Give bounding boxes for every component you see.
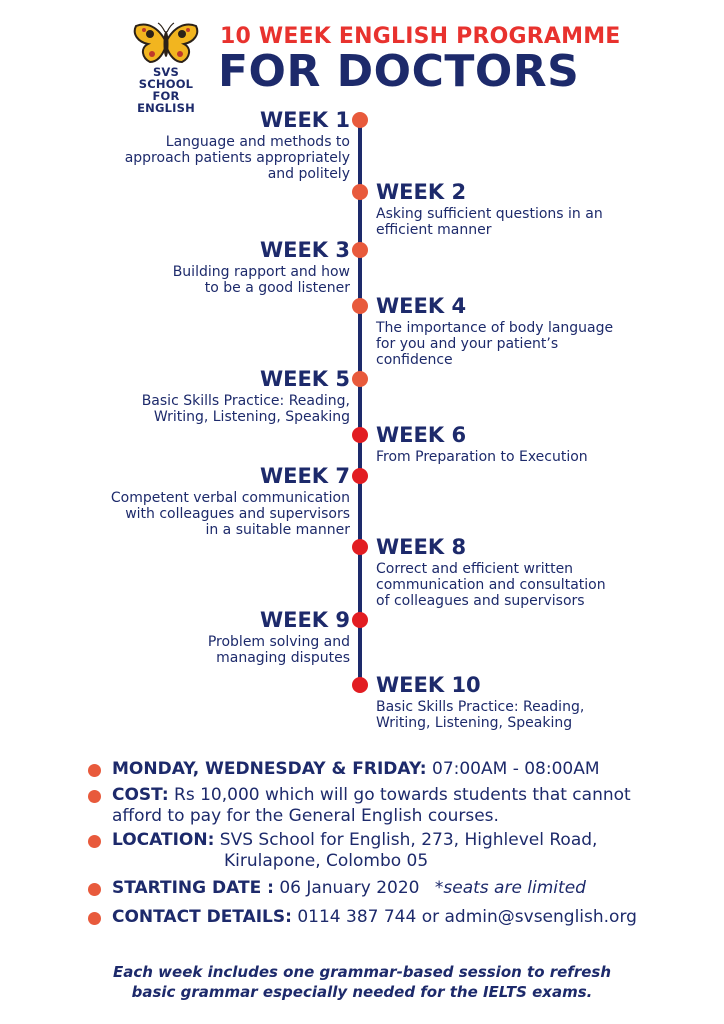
- week-7-dot: [352, 468, 368, 484]
- week-title: WEEK 2: [376, 180, 467, 204]
- seats-note: *seats are limited: [434, 878, 586, 898]
- week-6: [376, 423, 588, 465]
- grammar-note: [0, 962, 724, 1002]
- week-10: [376, 673, 584, 731]
- cost-info: [88, 785, 698, 827]
- start-date-value: 06 January 2020: [279, 878, 420, 898]
- week-title: WEEK 6: [376, 423, 467, 447]
- week-desc-line: Basic Skills Practice: Reading,: [376, 699, 585, 715]
- week-title: WEEK 1: [259, 108, 350, 132]
- week-desc-line: to be a good listener: [204, 280, 350, 296]
- week-3: [173, 238, 350, 296]
- week-description: [376, 561, 606, 609]
- week-desc-line: communication and consultation: [376, 577, 606, 593]
- bullet-icon: [88, 764, 101, 777]
- schedule-value: 07:00AM - 08:00AM: [432, 759, 600, 779]
- week-title: WEEK 8: [376, 535, 467, 559]
- week-4: [376, 294, 613, 368]
- week-title: WEEK 3: [259, 238, 350, 262]
- week-desc-line: Asking sufficient questions in an: [376, 206, 603, 222]
- schedule-info: [88, 759, 698, 780]
- week-desc-line: Problem solving and: [207, 634, 350, 650]
- location-info: [88, 830, 698, 872]
- start-date-label: STARTING DATE :: [112, 878, 274, 898]
- week-desc-line: confidence: [376, 352, 453, 368]
- week-desc-line: Writing, Listening, Speaking: [376, 715, 573, 731]
- week-desc-line: Building rapport and how: [172, 264, 350, 280]
- grammar-note-line-1: Each week includes one grammar-based session to refresh: [113, 963, 611, 981]
- week-1: [125, 108, 350, 182]
- week-4-dot: [352, 298, 368, 314]
- schedule-label: MONDAY, WEDNESDAY & FRIDAY:: [112, 759, 427, 779]
- week-8-dot: [352, 539, 368, 555]
- week-desc-line: approach patients appropriately: [124, 150, 350, 166]
- bullet-icon: [88, 912, 101, 925]
- week-description: [125, 134, 350, 182]
- week-description: [376, 449, 588, 465]
- week-desc-line: for you and your patient’s: [376, 336, 559, 352]
- week-desc-line: and politely: [267, 166, 350, 182]
- week-5: [142, 367, 350, 425]
- week-9: [208, 608, 350, 666]
- contact-label: CONTACT DETAILS:: [112, 907, 292, 927]
- week-desc-line: Correct and efficient written: [376, 561, 574, 577]
- week-3-dot: [352, 242, 368, 258]
- logo-line-1: SVS SCHOOL: [138, 65, 194, 91]
- programme-title: FOR DOCTORS: [218, 46, 580, 97]
- logo-text: [128, 66, 204, 114]
- timeline-line: [358, 118, 362, 688]
- location-value: SVS School for English, 273, Highlevel Road,: [219, 830, 598, 850]
- contact-value[interactable]: 0114 387 744 or admin@svsenglish.org: [297, 907, 637, 927]
- butterfly-icon: [132, 22, 200, 66]
- week-desc-line: Competent verbal communication: [110, 490, 350, 506]
- cost-label: COST:: [112, 785, 169, 805]
- week-description: [142, 393, 350, 425]
- week-desc-line: managing disputes: [216, 650, 350, 666]
- school-logo: [128, 22, 204, 115]
- location-label: LOCATION:: [112, 830, 215, 850]
- week-description: [376, 206, 603, 238]
- week-2: [376, 180, 603, 238]
- week-desc-line: with colleagues and supervisors: [125, 506, 350, 522]
- week-title: WEEK 5: [259, 367, 350, 391]
- week-description: [376, 699, 584, 731]
- week-9-dot: [352, 612, 368, 628]
- week-10-dot: [352, 677, 368, 693]
- week-5-dot: [352, 371, 368, 387]
- week-7: [111, 464, 350, 538]
- week-title: WEEK 4: [376, 294, 467, 318]
- week-description: [376, 320, 613, 368]
- bullet-icon: [88, 835, 101, 848]
- week-desc-line: Writing, Listening, Speaking: [153, 409, 350, 425]
- week-desc-line: Basic Skills Practice: Reading,: [141, 393, 350, 409]
- week-description: [208, 634, 350, 666]
- week-desc-line: Language and methods to: [165, 134, 350, 150]
- week-title: WEEK 10: [376, 673, 481, 697]
- location-value-continued: Kirulapone, Colombo 05: [224, 851, 429, 871]
- grammar-note-line-2: basic grammar especially needed for the IELTS exams.: [131, 983, 593, 1001]
- week-1-dot: [352, 112, 368, 128]
- contact-info: [88, 907, 698, 928]
- week-6-dot: [352, 427, 368, 443]
- week-title: WEEK 9: [259, 608, 350, 632]
- logo-line-2: FOR ENGLISH: [137, 89, 195, 115]
- week-desc-line: of colleagues and supervisors: [376, 593, 585, 609]
- week-8: [376, 535, 606, 609]
- cost-value: Rs 10,000 which will go towards students that cannot: [174, 785, 631, 805]
- bullet-icon: [88, 883, 101, 896]
- week-desc-line: efficient manner: [376, 222, 492, 238]
- week-desc-line: From Preparation to Execution: [376, 449, 588, 465]
- week-title: WEEK 7: [259, 464, 350, 488]
- programme-subtitle: 10 WEEK ENGLISH PROGRAMME: [220, 24, 621, 49]
- cost-value-continued: afford to pay for the General English courses.: [112, 806, 499, 826]
- start-date-info: [88, 878, 698, 899]
- week-description: [173, 264, 350, 296]
- week-desc-line: The importance of body language: [376, 320, 614, 336]
- bullet-icon: [88, 790, 101, 803]
- week-2-dot: [352, 184, 368, 200]
- week-description: [111, 490, 350, 538]
- week-desc-line: in a suitable manner: [205, 522, 350, 538]
